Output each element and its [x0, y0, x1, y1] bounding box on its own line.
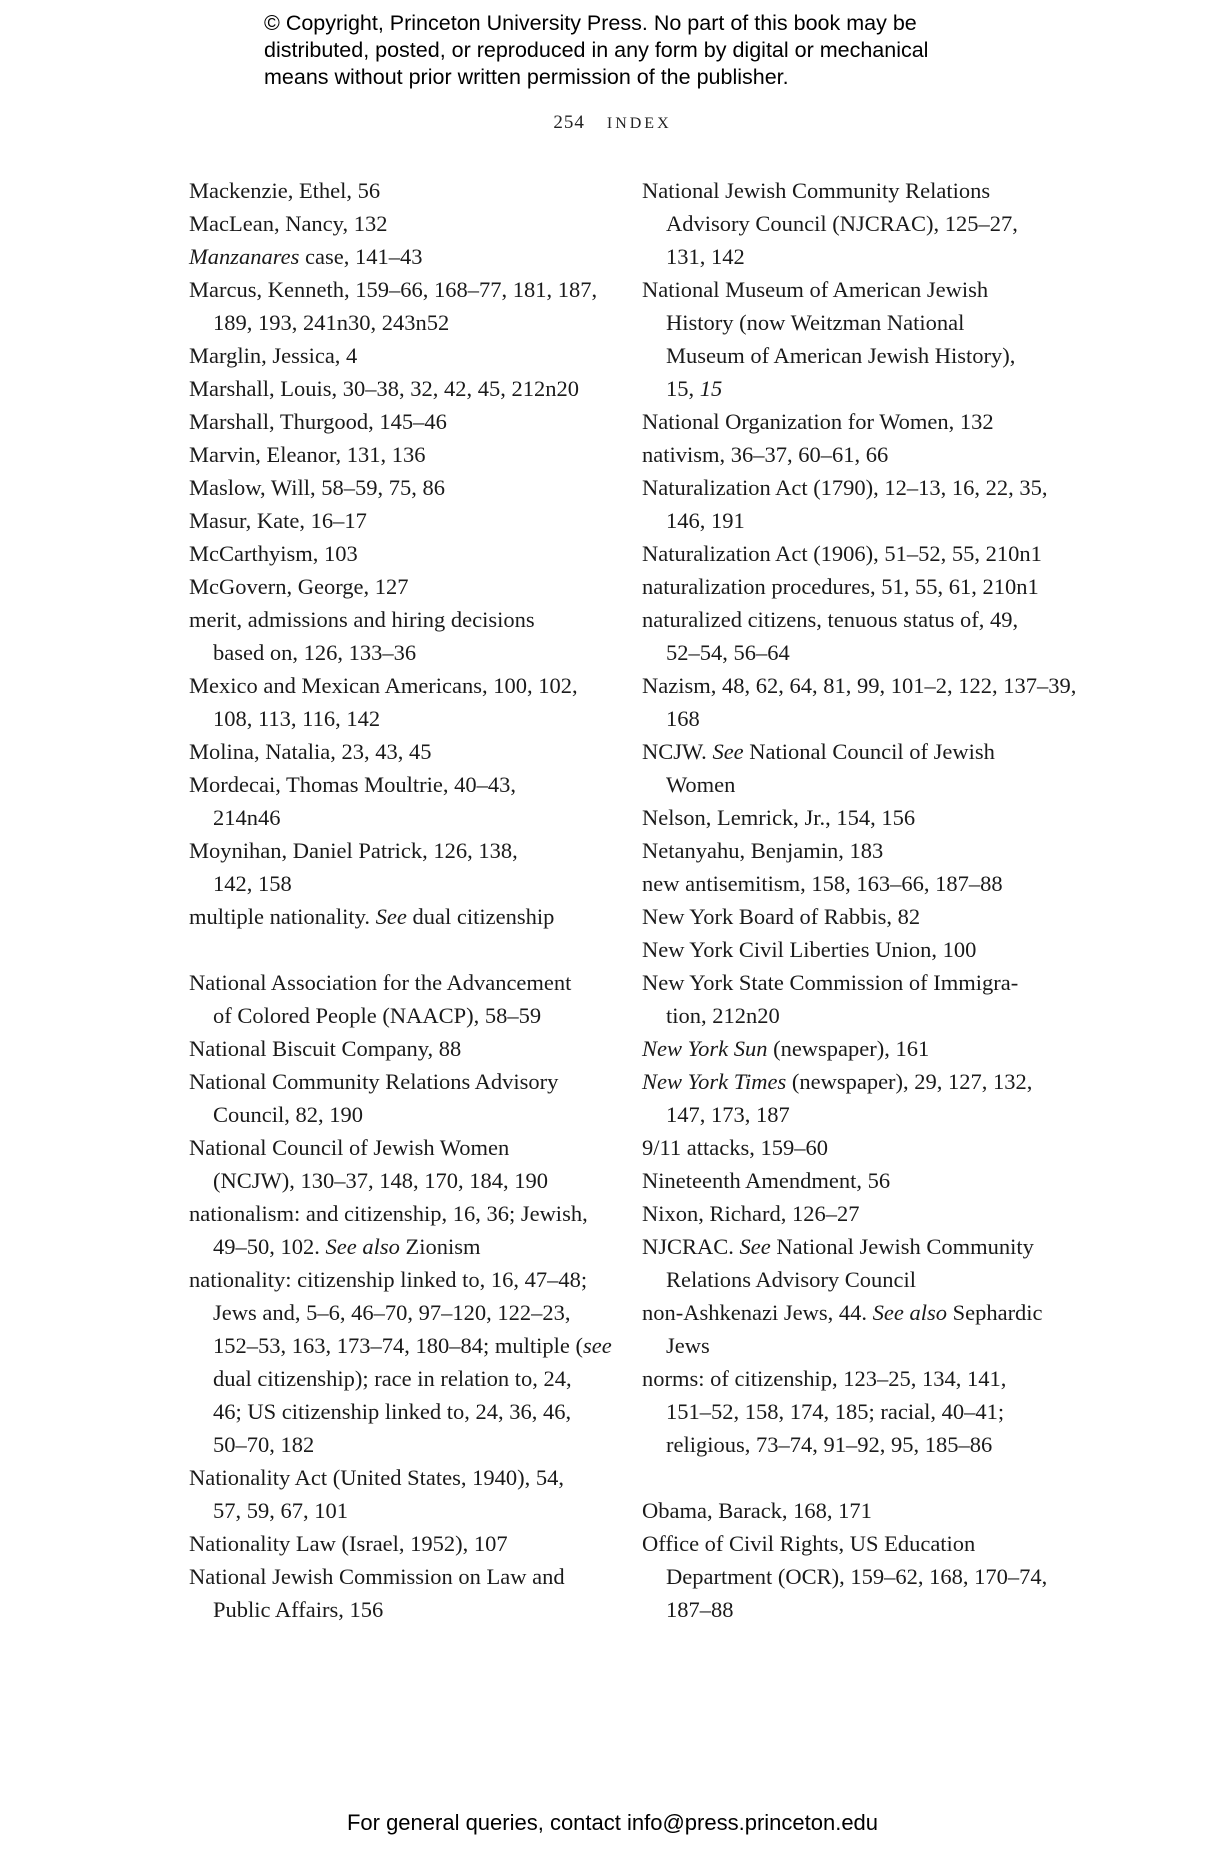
index-entry: [189, 405, 609, 438]
index-entry-line: New York Civil Liberties Union, 100: [642, 937, 977, 962]
index-entry-continuation: History (now Weitzman National: [666, 310, 965, 335]
index-entry: [189, 504, 609, 537]
index-entry-line: norms: of citizenship, 123–25, 134, 141,: [642, 1366, 1007, 1391]
index-entry-continuation: 187–88: [666, 1597, 734, 1622]
index-entry: [189, 768, 609, 834]
index-entry-continuation: 50–70, 182: [213, 1432, 315, 1457]
index-entry-line: Maslow, Will, 58–59, 75, 86: [189, 475, 445, 500]
index-entry-line: Nationality Law (Israel, 1952), 107: [189, 1531, 508, 1556]
index-entry: [189, 1065, 609, 1131]
index-entry-line: Office of Civil Rights, US Education: [642, 1531, 976, 1556]
index-entry-continuation: 168: [666, 706, 700, 731]
index-entry: [189, 735, 609, 768]
index-entry-line: Nineteenth Amendment, 56: [642, 1168, 891, 1193]
index-entry-continuation: religious, 73–74, 91–92, 95, 185–86: [666, 1432, 993, 1457]
index-entry-line: National Jewish Commission on Law and: [189, 1564, 565, 1589]
index-entry-continuation: based on, 126, 133–36: [213, 640, 417, 665]
index-entry: [189, 1527, 609, 1560]
index-entry-line: multiple nationality. See dual citizenship: [189, 904, 555, 929]
index-entry: [189, 570, 609, 603]
index-entry: [642, 438, 1072, 471]
running-head: [0, 112, 1225, 134]
index-entry-continuation: 57, 59, 67, 101: [213, 1498, 348, 1523]
index-entry: [642, 1362, 1072, 1461]
index-entry: [642, 966, 1072, 1032]
index-entry-line: Nixon, Richard, 126–27: [642, 1201, 860, 1226]
index-entry-line: New York State Commission of Immigra-: [642, 970, 1019, 995]
index-entry-continuation: Museum of American Jewish History),: [666, 343, 1016, 368]
index-entry: [642, 735, 1072, 801]
index-entry: [642, 273, 1072, 405]
index-entry: [642, 405, 1072, 438]
index-entry-continuation: of Colored People (NAACP), 58–59: [213, 1003, 542, 1028]
index-entry-line: Manzanares case, 141–43: [189, 244, 423, 269]
index-entry-line: Moynihan, Daniel Patrick, 126, 138,: [189, 838, 518, 863]
index-entry-line: new antisemitism, 158, 163–66, 187–88: [642, 871, 1003, 896]
index-entry: [189, 1032, 609, 1065]
index-entry-continuation: Women: [666, 772, 736, 797]
index-entry-continuation: (NCJW), 130–37, 148, 170, 184, 190: [213, 1168, 548, 1193]
index-entry: [642, 1131, 1072, 1164]
index-entry-line: NCJW. See National Council of Jewish: [642, 739, 995, 764]
index-entry: [642, 1164, 1072, 1197]
index-entry: [642, 867, 1072, 900]
index-entry-line: National Organization for Women, 132: [642, 409, 994, 434]
index-entry-continuation: 52–54, 56–64: [666, 640, 790, 665]
index-entry: [189, 174, 609, 207]
index-entry-line: MacLean, Nancy, 132: [189, 211, 388, 236]
index-entry-line: National Biscuit Company, 88: [189, 1036, 462, 1061]
index-entry-line: Marcus, Kenneth, 159–66, 168–77, 181, 187,: [189, 277, 598, 302]
copyright-line: means without prior written permission of the publisher.: [264, 65, 789, 89]
index-entry-continuation: Jews and, 5–6, 46–70, 97–120, 122–23,: [213, 1300, 571, 1325]
index-entry-line: Marshall, Thurgood, 145–46: [189, 409, 447, 434]
index-entry: [189, 372, 609, 405]
index-entry: [189, 1263, 612, 1461]
index-entry: [189, 438, 609, 471]
index-entry-line: nativism, 36–37, 60–61, 66: [642, 442, 889, 467]
index-entry: [189, 273, 609, 339]
index-entry: [189, 966, 609, 1032]
index-entry: [642, 1527, 1072, 1626]
index-entry-line: Marglin, Jessica, 4: [189, 343, 358, 368]
index-entry-line: nationalism: and citizenship, 16, 36; Jewish,: [189, 1201, 588, 1226]
index-entry: [189, 471, 609, 504]
index-entry: [642, 1065, 1072, 1131]
index-entry: [642, 1494, 1072, 1527]
footer-contact: For general queries, contact info@press.princeton.edu: [346, 1810, 879, 1835]
index-entry-line: Mackenzie, Ethel, 56: [189, 178, 381, 203]
index-entry-line: Marvin, Eleanor, 131, 136: [189, 442, 426, 467]
index-entry-continuation: 142, 158: [213, 871, 292, 896]
index-entry-line: Mordecai, Thomas Moultrie, 40–43,: [189, 772, 517, 797]
index-entry: [189, 1560, 609, 1626]
index-entry-line: National Council of Jewish Women: [189, 1135, 510, 1160]
index-entry-continuation: 147, 173, 187: [666, 1102, 790, 1127]
index-entry-continuation: Council, 82, 190: [213, 1102, 363, 1127]
index-entry-line: Obama, Barack, 168, 171: [642, 1498, 872, 1523]
index-entry-continuation: 146, 191: [666, 508, 745, 533]
index-entry-line: NJCRAC. See National Jewish Community: [642, 1234, 1034, 1259]
index-entry: [642, 669, 1077, 735]
index-entry-line: National Association for the Advancement: [189, 970, 572, 995]
letter-group-gap: [642, 1461, 1072, 1494]
index-entry-line: Mexico and Mexican Americans, 100, 102,: [189, 673, 578, 698]
copyright-line: © Copyright, Princeton University Press. No part of this book may be: [264, 11, 917, 35]
index-entry: [189, 603, 609, 669]
index-entry: [189, 339, 609, 372]
index-entry-continuation: tion, 212n20: [666, 1003, 780, 1028]
index-entry: [642, 1197, 1072, 1230]
index-entry-line: 9/11 attacks, 159–60: [642, 1135, 829, 1160]
index-entry: [642, 537, 1072, 570]
index-entry-continuation: 131, 142: [666, 244, 745, 269]
index-entry-continuation: Public Affairs, 156: [213, 1597, 384, 1622]
index-entry: [642, 603, 1072, 669]
index-entry-line: Naturalization Act (1906), 51–52, 55, 210n1: [642, 541, 1042, 566]
index-entry: [189, 1197, 609, 1263]
index-entry-line: naturalized citizens, tenuous status of, 49,: [642, 607, 1019, 632]
index-entry: [189, 537, 609, 570]
index-entry: [642, 1032, 1072, 1065]
index-entry: [642, 900, 1072, 933]
index-entry-continuation: 152–53, 163, 173–74, 180–84; multiple (see: [213, 1333, 612, 1358]
index-entry-continuation: 214n46: [213, 805, 281, 830]
copyright-notice: [264, 10, 1024, 91]
index-entry: [642, 1230, 1072, 1296]
index-entry-continuation: Jews: [666, 1333, 710, 1358]
index-entry-line: Nazism, 48, 62, 64, 81, 99, 101–2, 122, 137–39,: [642, 673, 1077, 698]
index-column-right: [642, 174, 1077, 1626]
index-entry: [642, 801, 1072, 834]
index-entry-line: New York Sun (newspaper), 161: [642, 1036, 930, 1061]
index-entry-continuation: Department (OCR), 159–62, 168, 170–74,: [666, 1564, 1048, 1589]
index-entry-line: Molina, Natalia, 23, 43, 45: [189, 739, 432, 764]
index-entry-line: Nationality Act (United States, 1940), 54,: [189, 1465, 564, 1490]
index-entry-line: National Jewish Community Relations: [642, 178, 991, 203]
index-entry-continuation: 151–52, 158, 174, 185; racial, 40–41;: [666, 1399, 1005, 1424]
index-entry-line: National Community Relations Advisory: [189, 1069, 559, 1094]
index-entry: [189, 207, 609, 240]
index-column-left: [189, 174, 612, 1626]
index-entry-line: Marshall, Louis, 30–38, 32, 42, 45, 212n20: [189, 376, 579, 401]
index-entry-line: Nelson, Lemrick, Jr., 154, 156: [642, 805, 916, 830]
page-number: 254: [553, 112, 585, 133]
index-entry-line: merit, admissions and hiring decisions: [189, 607, 535, 632]
index-entry: [189, 1131, 609, 1197]
index-entry-continuation: Advisory Council (NJCRAC), 125–27,: [666, 211, 1018, 236]
index-entry-continuation: 49–50, 102. See also Zionism: [213, 1234, 481, 1259]
index-entry-line: Naturalization Act (1790), 12–13, 16, 22, 35,: [642, 475, 1048, 500]
section-title: INDEX: [606, 115, 672, 132]
index-entry: [642, 1296, 1072, 1362]
index-entry-line: non-Ashkenazi Jews, 44. See also Sephardic: [642, 1300, 1043, 1325]
index-entry: [189, 900, 609, 933]
index-entry: [642, 174, 1072, 273]
index-entry: [642, 834, 1072, 867]
index-entry: [189, 834, 609, 900]
letter-group-gap: [189, 933, 609, 966]
index-entry-line: McGovern, George, 127: [189, 574, 409, 599]
index-entry: [642, 471, 1072, 537]
index-entry: [189, 1461, 609, 1527]
index-entry-continuation: dual citizenship); race in relation to, 24,: [213, 1366, 572, 1391]
index-entry-continuation: 108, 113, 116, 142: [213, 706, 381, 731]
index-entry-line: Masur, Kate, 16–17: [189, 508, 367, 533]
index-entry-continuation: 46; US citizenship linked to, 24, 36, 46,: [213, 1399, 572, 1424]
index-entry: [189, 240, 609, 273]
index-entry: [642, 570, 1072, 603]
index-entry-line: New York Times (newspaper), 29, 127, 132,: [642, 1069, 1033, 1094]
index-entry-line: nationality: citizenship linked to, 16, 47–48;: [189, 1267, 588, 1292]
index-entry-line: New York Board of Rabbis, 82: [642, 904, 921, 929]
index-entry-line: Netanyahu, Benjamin, 183: [642, 838, 884, 863]
copyright-line: distributed, posted, or reproduced in any form by digital or mechanical: [264, 38, 929, 62]
index-entry-continuation: Relations Advisory Council: [666, 1267, 916, 1292]
index-entry-continuation: 15, 15: [666, 376, 723, 401]
index-entry-continuation: 189, 193, 241n30, 243n52: [213, 310, 450, 335]
index-entry-line: McCarthyism, 103: [189, 541, 358, 566]
index-entry: [642, 933, 1072, 966]
index-entry-line: naturalization procedures, 51, 55, 61, 210n1: [642, 574, 1039, 599]
index-entry-line: National Museum of American Jewish: [642, 277, 989, 302]
index-entry: [189, 669, 609, 735]
